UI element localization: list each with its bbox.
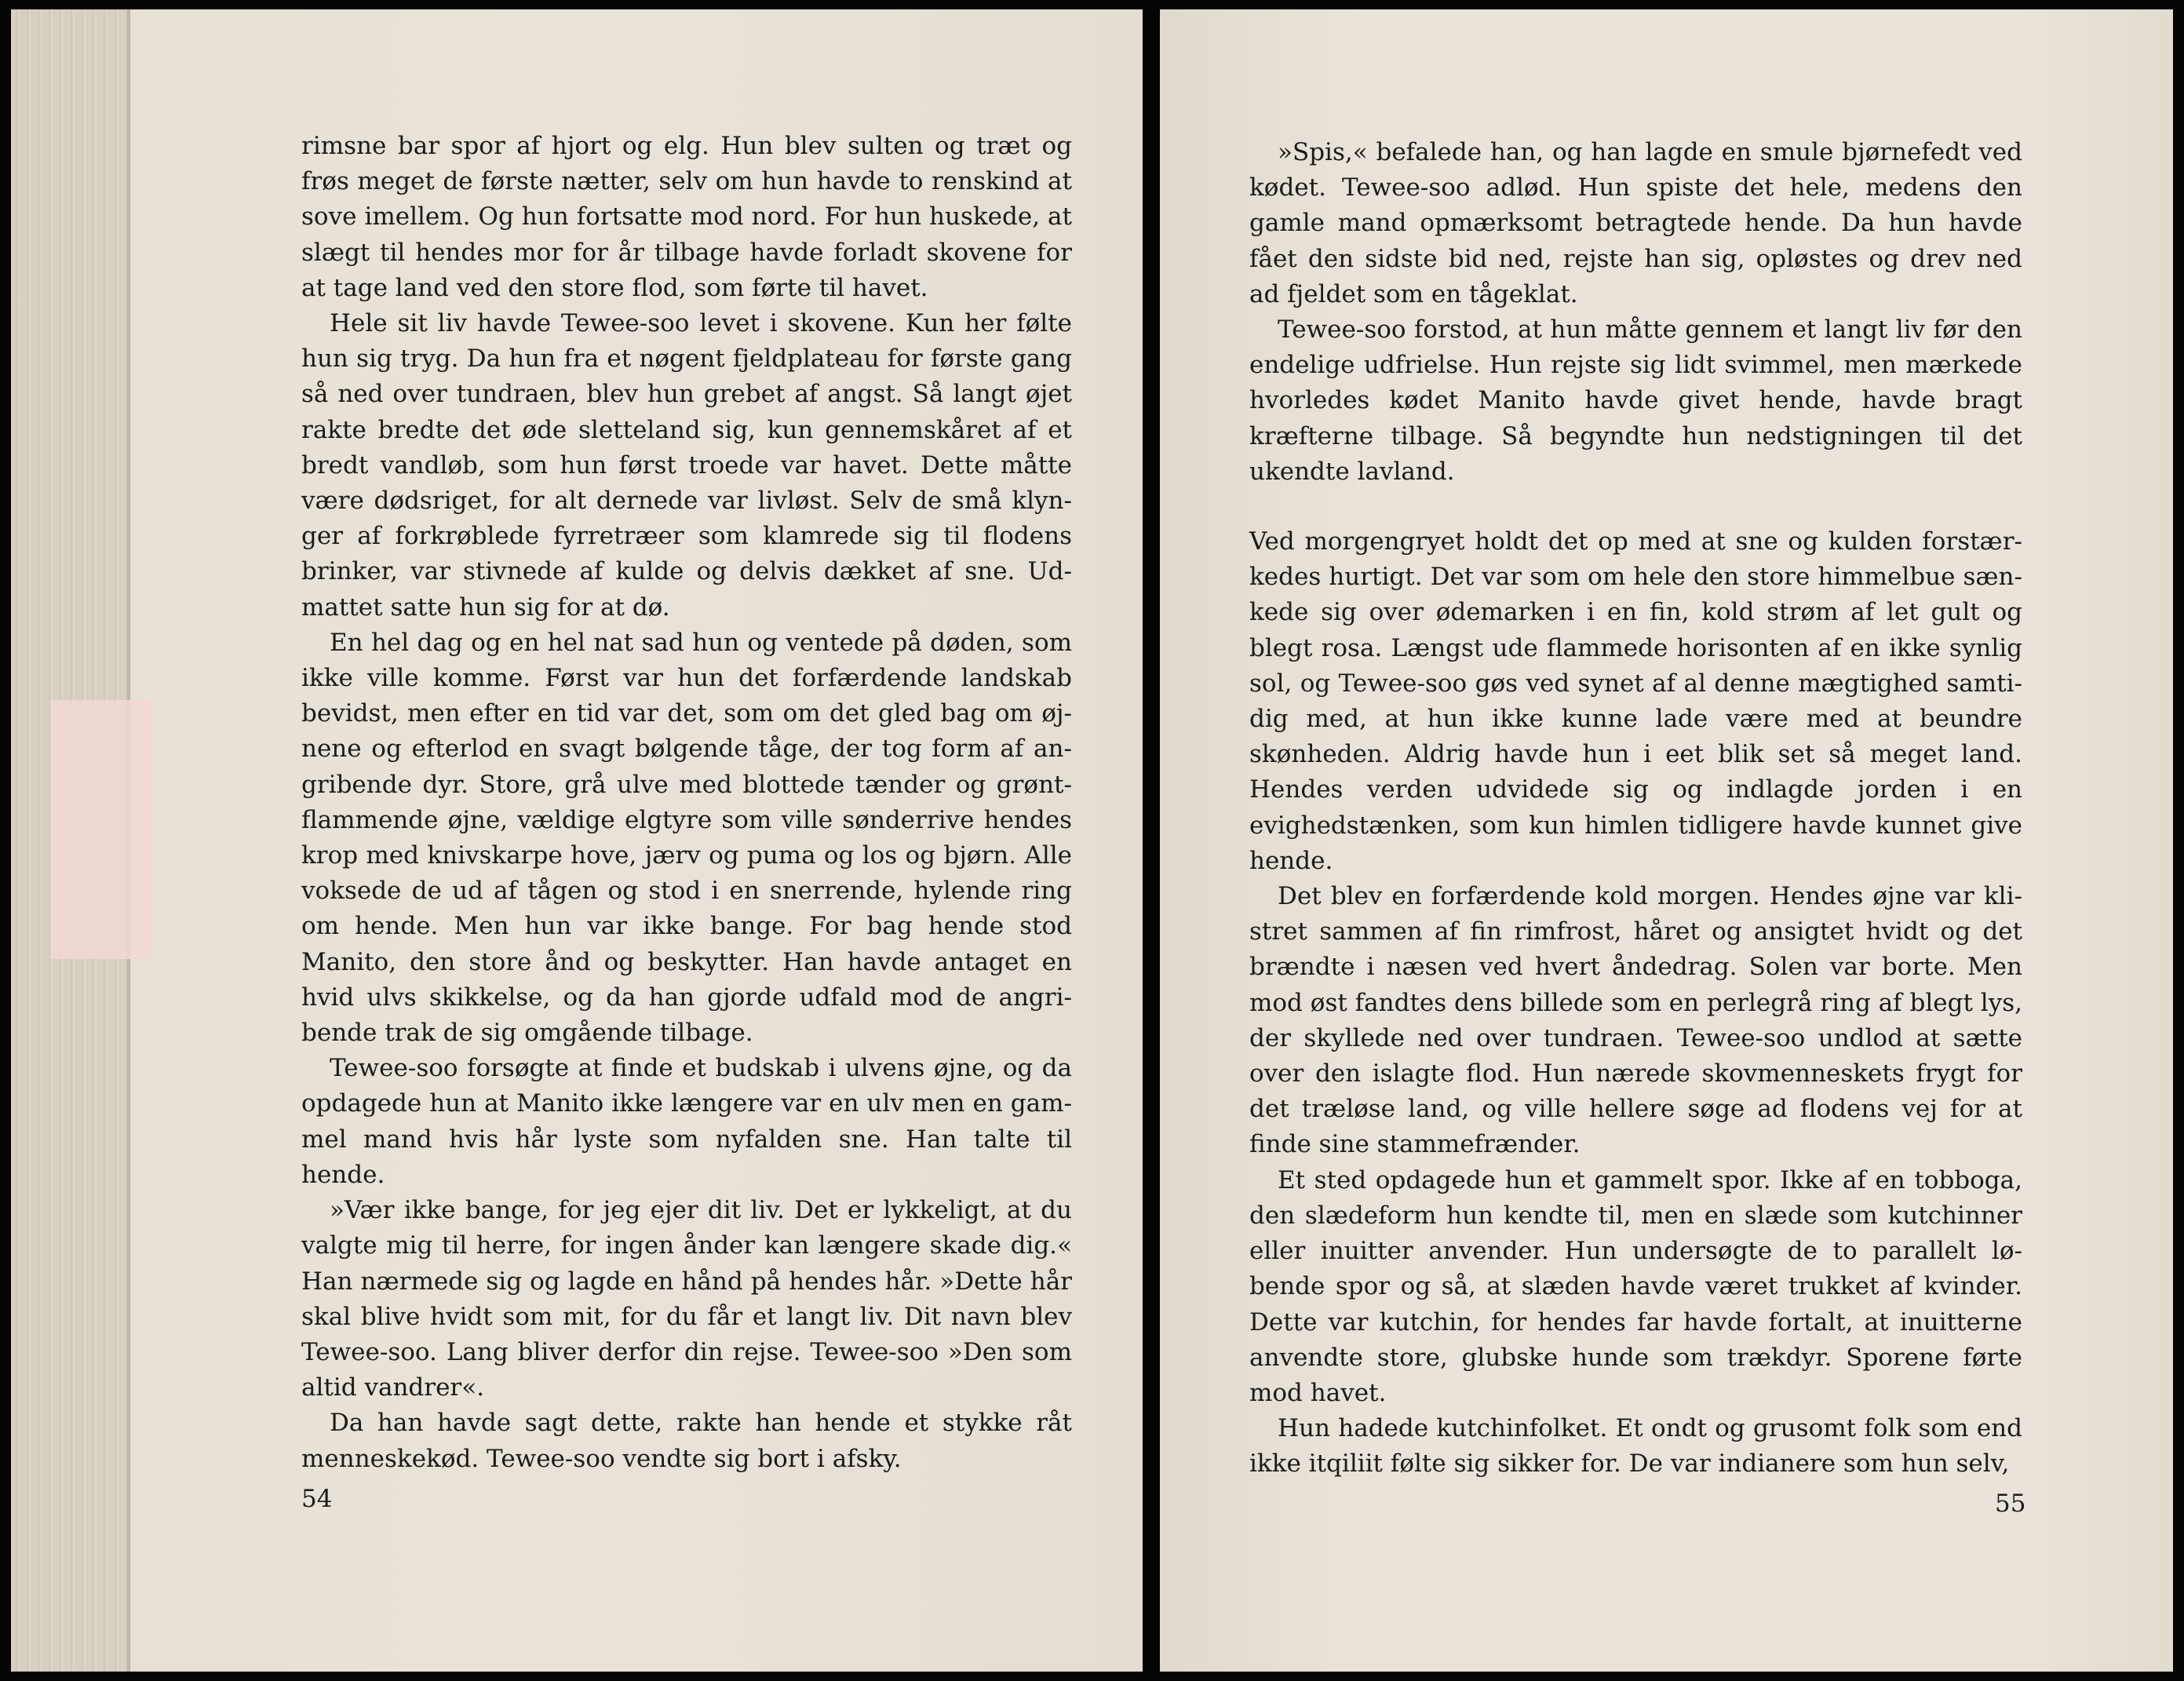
paragraph: Da han havde sagt dette, rakte han hende et stykke råt menneskekød. Tewee-soo vendte sig bort i afsky. bbox=[301, 1409, 1072, 1473]
paragraph: Det blev en forfærdende kold morgen. Hendes øjne var klistret sammen af fin rimfrost, håret og ansigtet hvidt og det brændte i næsen ved hvert åndedrag. Solen var borte. Men mod øst fandtes dens billede som en perlegrå ring af blegt lys, der skyllede ned over tundraen. Tewee-soo undlod at sætte over den islagte flod. Hun nærede skovmenneskets frygt for det træløse land, og ville hellere søge ad flodens vej for at finde sine stammefrænder. bbox=[1249, 882, 2022, 1159]
page-number: 54 bbox=[301, 1485, 333, 1513]
paragraph: »Spis,« befalede han, og han lagde en smule bjørnefedt ved kødet. Tewee-soo adlød. Hun spiste det hele, medens den gamle mand opmærksomt betragtede hende. Da hun havde fået den sidste bid ned, rejste han sig, opløstes og drev ned ad fjeldet som en tågeklat. bbox=[1249, 138, 2022, 308]
bookmark-tab bbox=[50, 700, 152, 959]
paragraph: »Vær ikke bange, for jeg ejer dit liv. Det er lykkeligt, at du valgte mig til herre, for ingen ånder kan længere skade dig.« Han nærmede sig og lagde en hånd på hendes hår. »Dette hår skal blive hvidt som mit, for du får et langt liv. Dit navn blev Tewee-soo. Lang bliver derfor din rejse. Tewee-soo »Den som altid vandrer«. bbox=[301, 1196, 1072, 1402]
left-page bbox=[11, 9, 1143, 1672]
paragraph: En hel dag og en hel nat sad hun og ventede på døden, som ikke ville komme. Først var hun det forfærdende landskab bevidst, men efter en tid var det, som om det gled bag om øjnene og efterlod en svagt bølgende tåge, der tog form af angribende dyr. Store, grå ulve med blottede tænder og grøntflammende øjne, vældige elgtyre som ville sønderrive hendes krop med knivskarpe hove, jærv og puma og los og bjørn. Alle voksede de ud af tågen og stod i en snerrende, hylende ring om hende. Men hun var ikke bange. For bag hende stod Manito, den store ånd og beskytter. Han havde antaget en hvid ulvs skikkelse, og da han gjorde udfald mod de angribende trak de sig omgående tilbage. bbox=[301, 628, 1072, 1048]
paragraph: Hun hadede kutchinfolket. Et ondt og grusomt folk som end ikke itqiliit følte sig sikker for. De var indianere som hun selv, bbox=[1249, 1414, 2022, 1479]
paragraph: rimsne bar spor af hjort og elg. Hun blev sulten og træt og frøs meget de første nætter, selv om hun havde to renskind at sove imellem. Og hun fortsatte mod nord. For hun huskede, at slægt til hendes mor for år tilbage havde forladt skovene for at tage land ved den store flod, som førte til havet. bbox=[301, 132, 1072, 302]
paragraph: Ved morgengryet holdt det op med at sne og kulden forstærkedes hurtigt. Det var som om hele den store himmelbue sænkede sig over ødemarken i en fin, kold strøm af let gult og blegt rosa. Længst ude flammede horisonten af en ikke synlig sol, og Tewee-soo gøs ved synet af al denne mægtighed samtidig med, at hun ikke kunne lade være med at beundre skønheden. Aldrig havde hun i eet blik set så meget land. Hendes verden udvidede sig og indlagde jorden i en evighedstænken, som kun himlen tidligere havde kunnet give hende. bbox=[1249, 527, 2022, 875]
paragraph: Hele sit liv havde Tewee-soo levet i skovene. Kun her følte hun sig tryg. Da hun fra et nøgent fjeldplateau for første gang så ned over tundraen, blev hun grebet af angst. Så langt øjet rakte bredte det øde sletteland sig, kun gennemskåret af et bredt vandløb, som hun først troede var havet. Dette måtte være dødsriget, for alt dernede var livløst. Selv de små klynger af forkrøblede fyrretræer som klamrede sig til flodens brinker, var stivnede af kulde og delvis dækket af sne. Udmattet satte hun sig for at dø. bbox=[301, 309, 1072, 622]
left-page-text bbox=[301, 129, 1072, 1477]
right-page-text bbox=[1249, 135, 2022, 1482]
right-page bbox=[1160, 9, 2173, 1672]
paragraph: Tewee-soo forsøgte at finde et budskab i ulvens øjne, og da opdagede hun at Manito ikke længere var en ulv men en gammel mand hvis hår lyste som nyfalden sne. Han talte til hende. bbox=[301, 1054, 1072, 1189]
page-number: 55 bbox=[1995, 1490, 2026, 1518]
paragraph: Et sted opdagede hun et gammelt spor. Ikke af en tobboga, den slædeform hun kendte til, men en slæde som kutchinner eller inuitter anvender. Hun undersøgte de to parallelt løbende spor og så, at slæden havde været trukket af kvinder. Dette var kutchin, for hendes far havde fortalt, at inuitterne anvendte store, glubske hunde som trækdyr. Sporene førte mod havet. bbox=[1249, 1165, 2022, 1407]
paragraph: Tewee-soo forstod, at hun måtte gennem et langt liv før den endelige udfrielse. Hun rejste sig lidt svimmel, men mærkede hvorledes kødet Manito havde givet hende, havde bragt kræfterne tilbage. Så begyndte hun nedstigningen til det ukendte lavland. bbox=[1249, 315, 2022, 486]
book-spine-gap bbox=[1143, 0, 1160, 1681]
